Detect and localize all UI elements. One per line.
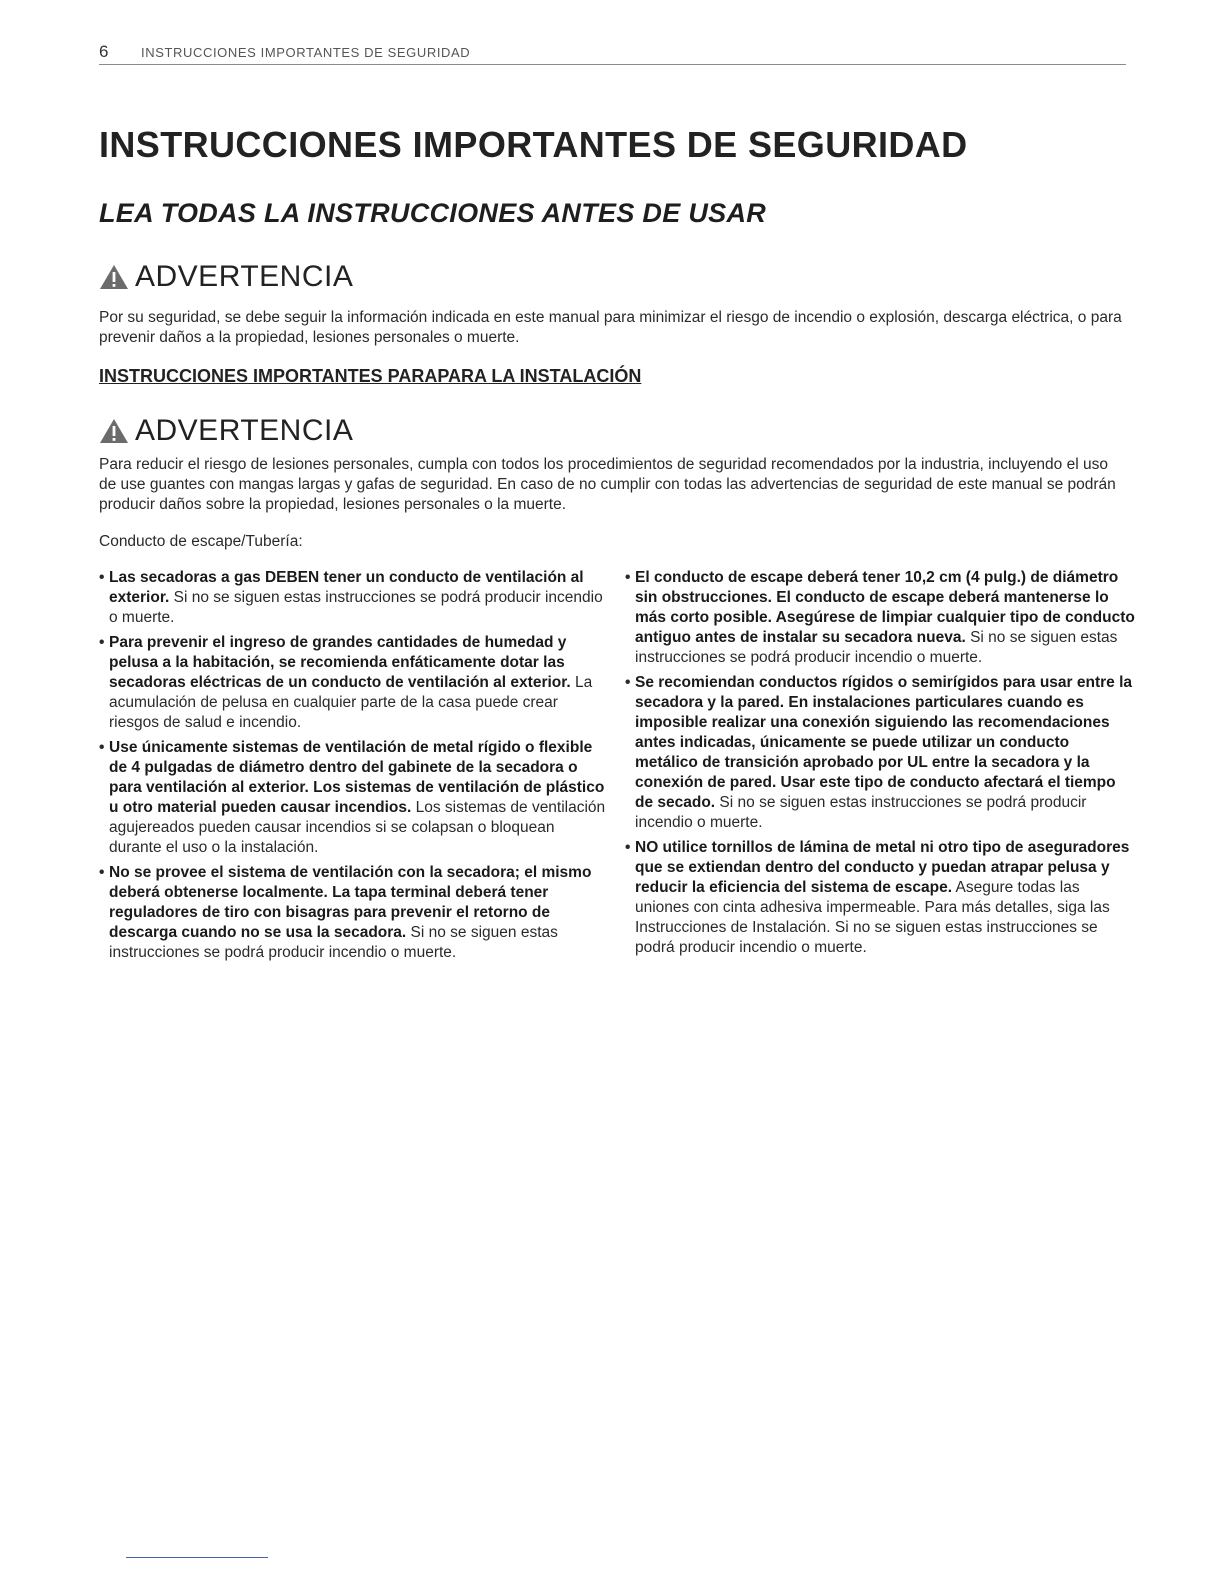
item-bold-text: Las secadoras a gas DEBEN tener un conducto de ventilación al exterior.	[109, 569, 584, 606]
list-item	[99, 738, 609, 858]
warning-text-2: Para reducir el riesgo de lesiones personales, cumpla con todos los procedimientos de seguridad recomendados por la industria, incluyendo el uso de use guantes con mangas largas y gafas de seguridad. En caso de no cumplir con todas las advertencias de seguridad de este manual se podrán producir daños sobre la propiedad, lesiones personales o la muerte.	[99, 456, 1116, 513]
list-item	[99, 633, 609, 733]
item-text: Si no se siguen estas instrucciones se podrá producir incendio o muerte.	[109, 589, 603, 626]
running-header	[99, 42, 1126, 65]
item-bold-text: Use únicamente sistemas de ventilación de metal rígido o flexible de 4 pulgadas de diámetro dentro del gabinete de la secadora o para ventilación al exterior. Los sistemas de ventilación de plástico u otro material pueden causar incendios.	[109, 739, 605, 816]
bullet: •	[625, 674, 631, 691]
warning-label-1: ADVERTENCIA	[135, 260, 354, 293]
item-bold-text: NO utilice tornillos de lámina de metal ni otro tipo de aseguradores que se extiendan dentro del conducto y puedan atrapar pelusa y reducir la eficiencia del sistema de escape.	[635, 839, 1130, 896]
item-text: Si no se siguen estas instrucciones se podrá producir incendio o muerte.	[635, 629, 1118, 666]
warning-triangle-icon	[99, 264, 129, 290]
item-bold-text: Para prevenir el ingreso de grandes cantidades de humedad y pelusa a la habitación, se recomienda enfáticamente dotar las secadoras eléctricas de un conducto de ventilación al exterior.	[109, 634, 571, 691]
page-title: INSTRUCCIONES IMPORTANTES DE SEGURIDAD	[99, 124, 968, 165]
item-text: Si no se siguen estas instrucciones se podrá producir incendio o muerte.	[635, 794, 1087, 831]
footer-rule	[126, 1557, 268, 1558]
bullet: •	[99, 569, 105, 586]
right-column	[625, 568, 1135, 963]
warning-label-2: ADVERTENCIA	[135, 414, 354, 447]
left-column	[99, 568, 609, 968]
list-item	[625, 673, 1135, 833]
running-title: INSTRUCCIONES IMPORTANTES DE SEGURIDAD	[141, 45, 471, 60]
page-subtitle: LEA TODAS LA INSTRUCCIONES ANTES DE USAR	[99, 198, 767, 228]
item-bold-text: No se provee el sistema de ventilación con la secadora; el mismo deberá obtenerse localmente. La tapa terminal deberá tener reguladores de tiro con bisagras para prevenir el retorno de descarga cuando no se usa la secadora.	[109, 864, 592, 941]
list-item	[99, 568, 609, 628]
bullet: •	[99, 864, 105, 881]
warning-heading-1	[99, 260, 353, 294]
warning-text-1: Por su seguridad, se debe seguir la información indicada en este manual para minimizar el riesgo de incendio o explosión, descarga eléctrica, o para prevenir daños a la propiedad, lesiones personales o muerte.	[99, 309, 1122, 346]
section-heading: INSTRUCCIONES IMPORTANTES PARAPARA LA INSTALACIÓN	[99, 366, 642, 386]
bullet: •	[625, 839, 631, 856]
warning-heading-2	[99, 414, 353, 448]
list-item	[99, 863, 609, 963]
list-item	[625, 568, 1135, 668]
item-text: Los sistemas de ventilación agujereados pueden causar incendios si se colapsan o bloquean durante el uso o la instalación.	[109, 799, 606, 856]
item-text: Asegure todas las uniones con cinta adhesiva impermeable. Para más detalles, siga las Instrucciones de Instalación. Si no se siguen estas instrucciones se podrá producir incendio o muerte.	[635, 879, 1110, 956]
duct-label: Conducto de escape/Tubería:	[99, 533, 303, 550]
item-bold-text: Se recomiendan conductos rígidos o semirígidos para usar entre la secadora y la pared. En instalaciones particulares cuando es imposible realizar una conexión siguiendo las recomendaciones antes indicadas, únicamente se puede utilizar un conducto metálico de transición aprobado por UL entre la secadora y la conexión de pared. Usar este tipo de conducto afectará el tiempo de secado.	[635, 674, 1132, 811]
item-text: La acumulación de pelusa en cualquier parte de la casa puede crear riesgos de salud e incendio.	[109, 674, 593, 731]
item-text: Si no se siguen estas instrucciones se podrá producir incendio o muerte.	[109, 924, 558, 961]
page-number: 6	[99, 42, 109, 61]
list-item	[625, 838, 1135, 958]
bullet: •	[99, 634, 105, 651]
warning-triangle-icon	[99, 418, 129, 444]
bullet: •	[99, 739, 105, 756]
item-bold-text: El conducto de escape deberá tener 10,2 cm (4 pulg.) de diámetro sin obstrucciones. El conducto de escape deberá mantenerse lo más corto posible. Asegúrese de limpiar cualquier tipo de conducto antiguo antes de instalar su secadora nueva.	[635, 569, 1135, 646]
bullet: •	[625, 569, 631, 586]
